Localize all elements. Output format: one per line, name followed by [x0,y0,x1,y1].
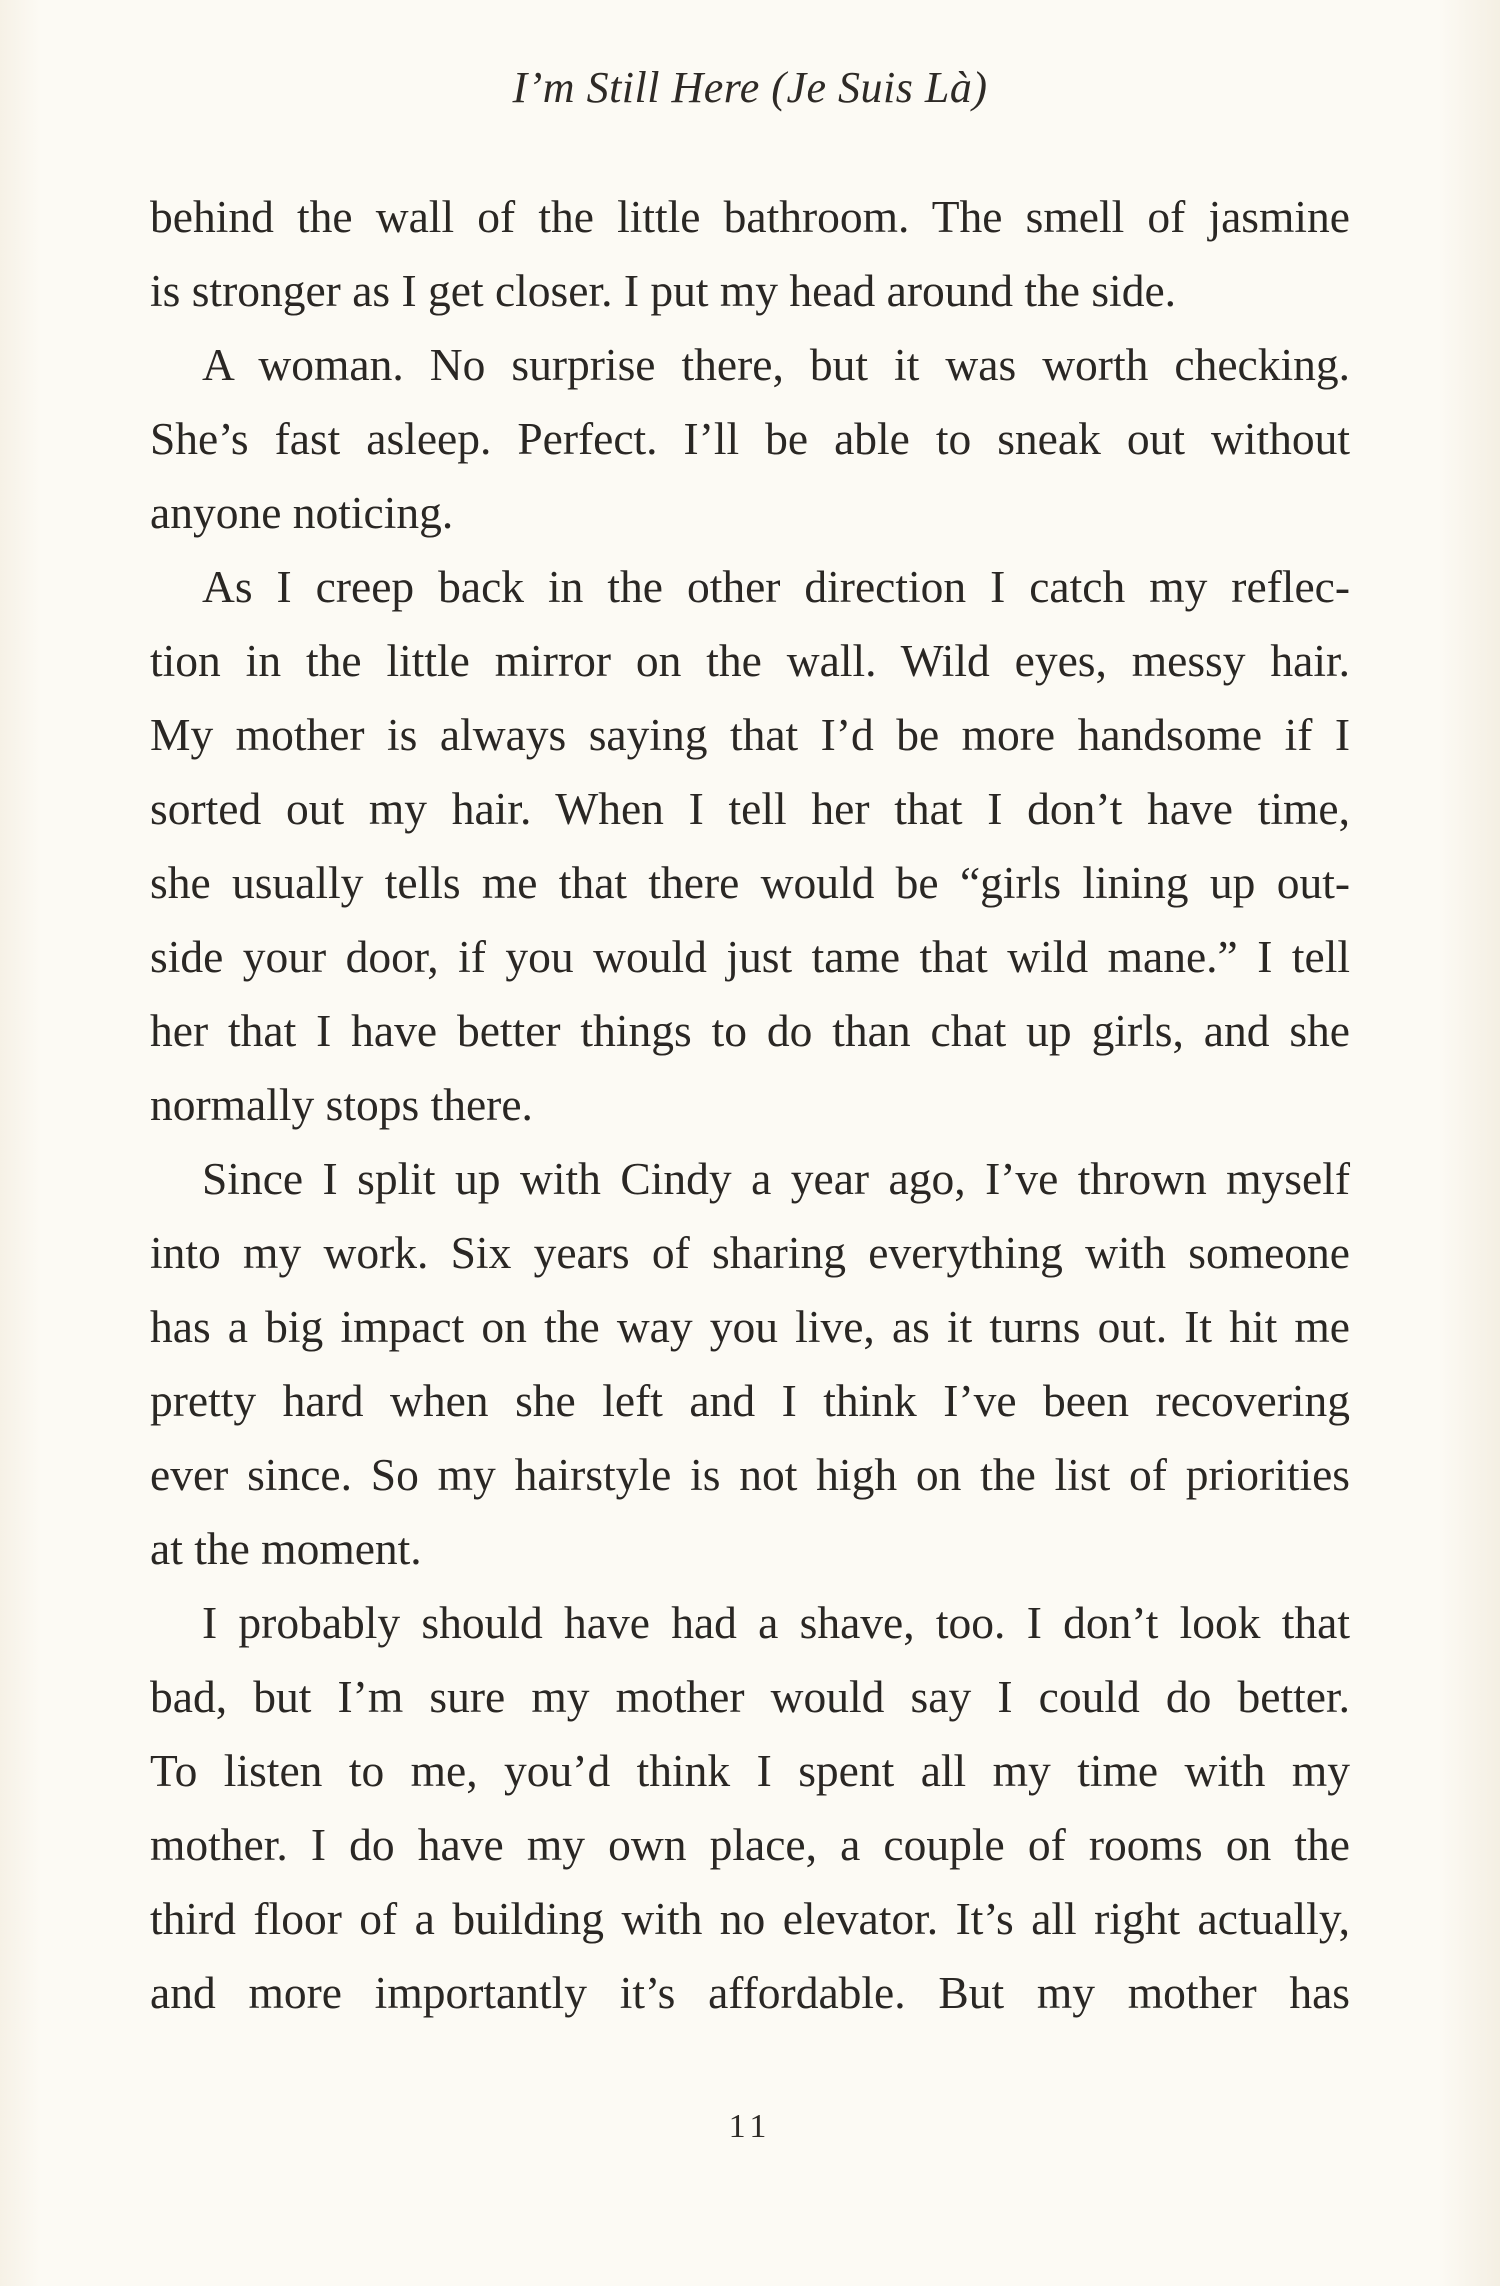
text-line: behind the wall of the little bathroom. The smell of jasmine [150,191,1350,242]
body-text [150,180,1350,2030]
text-line: at the moment. [150,1523,422,1574]
text-line: ever since. So my hairstyle is not high on the list of priorities [150,1449,1350,1500]
paragraph-1 [150,180,1350,328]
paragraph-4 [150,1142,1350,1586]
text-line: and more importantly it’s affordable. But my mother has [150,1967,1350,2018]
text-line: To listen to me, you’d think I spent all my time with my [150,1745,1350,1796]
text-line: normally stops there. [150,1079,533,1130]
text-line: mother. I do have my own place, a couple of rooms on the [150,1819,1350,1870]
text-line: I probably should have had a shave, too. I don’t look that [202,1597,1350,1648]
running-head: I’m Still Here (Je Suis Là) [512,63,988,112]
paragraph-3 [150,550,1350,1142]
text-line: has a big impact on the way you live, as it turns out. It hit me [150,1301,1350,1352]
text-line: is stronger as I get closer. I put my head around the side. [150,265,1177,316]
text-line: she usually tells me that there would be “girls lining up out- [150,857,1350,908]
text-line: her that I have better things to do than chat up girls, and she [150,1005,1350,1056]
text-line: side your door, if you would just tame that wild mane.” I tell [150,931,1350,982]
text-line: into my work. Six years of sharing everything with someone [150,1227,1350,1278]
text-line: third floor of a building with no elevator. It’s all right actually, [150,1893,1350,1944]
page-number: 11 [728,2108,772,2145]
paragraph-2 [150,328,1350,550]
text-line: bad, but I’m sure my mother would say I could do better. [150,1671,1350,1722]
text-line: My mother is always saying that I’d be more handsome if I [150,709,1350,760]
text-line: sorted out my hair. When I tell her that I don’t have time, [150,783,1350,834]
text-line: A woman. No surprise there, but it was worth checking. [202,339,1350,390]
text-line: tion in the little mirror on the wall. Wild eyes, messy hair. [150,635,1350,686]
text-line: As I creep back in the other direction I catch my reflec- [202,561,1350,612]
text-line: anyone noticing. [150,487,454,538]
text-line: pretty hard when she left and I think I’ve been recovering [150,1375,1350,1426]
paragraph-5 [150,1586,1350,2030]
text-line: Since I split up with Cindy a year ago, I’ve thrown myself [202,1153,1350,1204]
text-line: She’s fast asleep. Perfect. I’ll be able to sneak out without [150,413,1350,464]
